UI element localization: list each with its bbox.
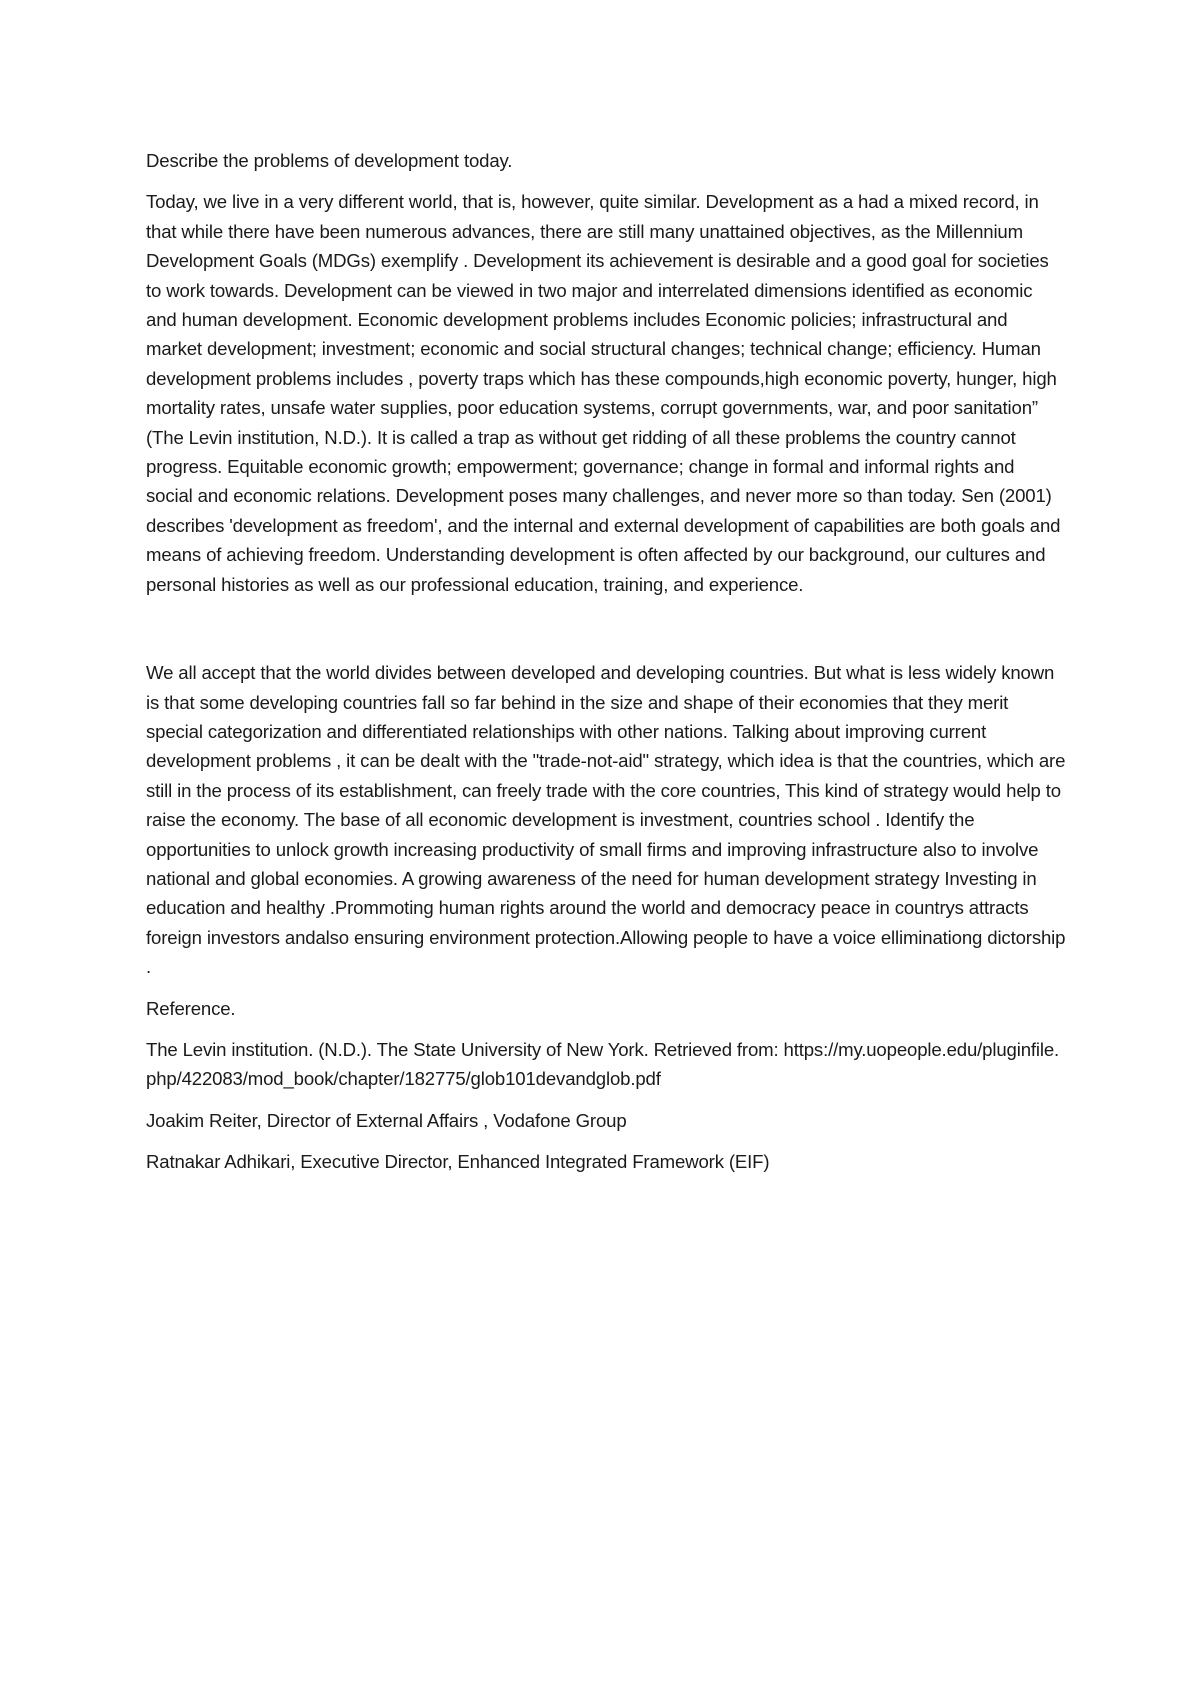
reference-entry-1: The Levin institution. (N.D.). The State University of New York. Retrieved from: https://my.uopeople.edu/pluginfile.php/422083/mod_book/chapter/182775/glob101devandglob.pdf [146, 1038, 1060, 1090]
body-paragraph-1: Today, we live in a very different world, that is, however, quite similar. Development as a had a mixed record, in that while there have been numerous advances, there are still many unattained objectives, as the Millennium Development Goals (MDGs) exemplify . Development its achievement is desirable and a good goal for societies to work towards. Development can be viewed in two major and interrelated dimensions identified as economic and human development. Economic development problems includes Economic policies; infrastructural and market development; investment; economic and social structural changes; technical change; efficiency. Human development problems includes , poverty traps which has these compounds,high economic poverty, hunger, high mortality rates, unsafe water supplies, poor education systems, corrupt governments, war, and poor sanitation” (The Levin institution, N.D.). It is called a trap as without get ridding of all these problems the country cannot progress. Equitable economic growth; empowerment; governance; change in formal and informal rights and social and economic relations. Development poses many challenges, and never more so than today. Sen (2001) describes 'development as freedom', and the internal and external development of capabilities are both goals and means of achieving freedom. Understanding development is often affected by our background, our cultures and personal histories as well as our professional education, training, and experience. [146, 191, 1061, 595]
references-heading: Reference. [146, 997, 236, 1019]
reference-entry-3: Ratnakar Adhikari, Executive Director, Enhanced Integrated Framework (EIF) [146, 1151, 770, 1173]
body-paragraph-2: We all accept that the world divides between developed and developing countries. But what is less widely known is that some developing countries fall so far behind in the size and shape of their economies that they merit special categorization and differentiated relationships with other nations. Talking about improving current development problems , it can be dealt with the "trade-not-aid" strategy, which idea is that the countries, which are still in the process of its establishment, can freely trade with the core countries, This kind of strategy would help to raise the economy. The base of all economic development is investment, countries school . Identify the opportunities to unlock growth increasing productivity of small firms and improving infrastructure also to involve national and global economies. A growing awareness of the need for human development strategy Investing in education and healthy .Prommoting human rights around the world and democracy peace in countrys attracts foreign investors andalso ensuring environment protection.Allowing people to have a voice elliminationg dictorship . [146, 662, 1066, 978]
paragraph-spacer [146, 599, 1066, 658]
document-question-title: Describe the problems of development today. [146, 150, 513, 171]
reference-entry-2: Joakim Reiter, Director of External Affairs , Vodafone Group [146, 1109, 627, 1131]
document-body [146, 146, 1066, 1189]
